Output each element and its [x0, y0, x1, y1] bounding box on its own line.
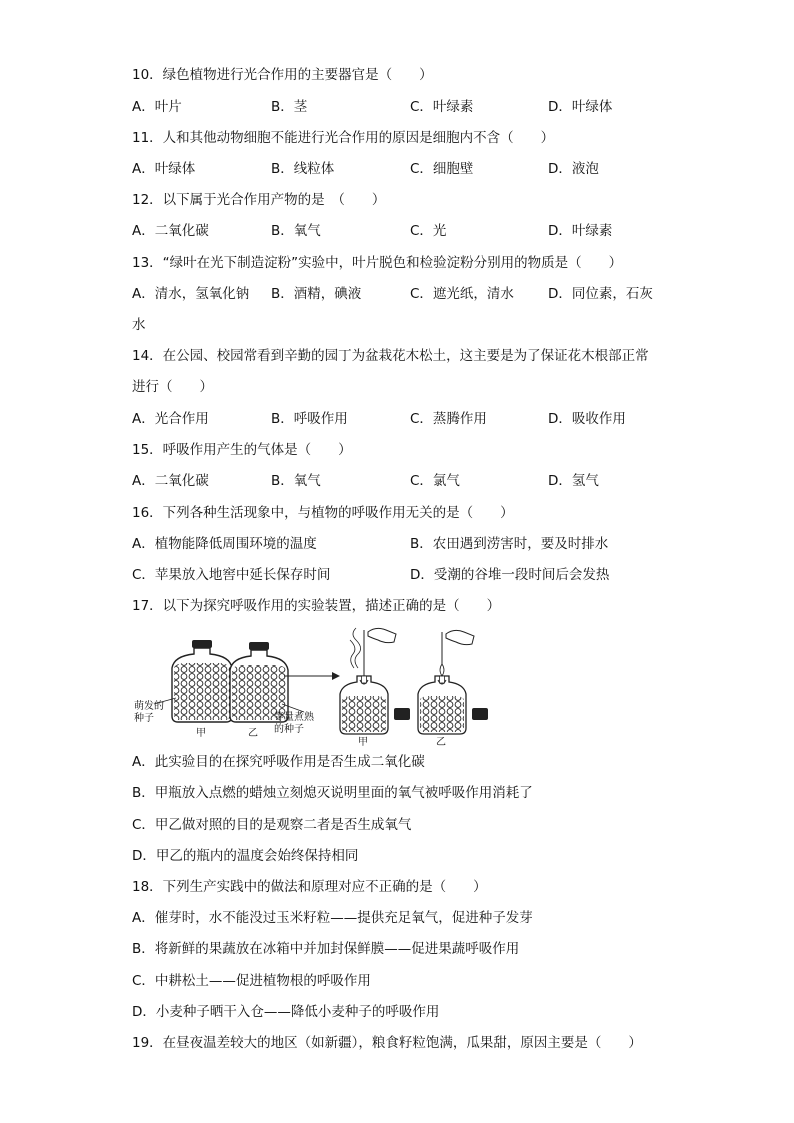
hand-icon [368, 628, 396, 642]
q14-option-b: B．呼吸作用 [271, 411, 348, 427]
question-14-stem: 14．在公园、校园常看到辛勤的园丁为盆栽花木松土，这主要是为了保证花木根部正常 [132, 348, 649, 364]
q12-option-d: D．叶绿素 [548, 223, 613, 239]
hand-icon-2 [446, 630, 474, 644]
label-boiled-seeds-2: 的种子 [274, 724, 304, 735]
q18-option-b: B．将新鲜的果蔬放在冰箱中并加封保鲜膜——促进果蔬呼吸作用 [132, 941, 520, 957]
jar-jia-open [340, 628, 410, 734]
q12-option-a: A．二氧化碳 [132, 223, 209, 239]
q18-option-c: C．中耕松土——促进植物根的呼吸作用 [132, 973, 371, 989]
q16-option-a: A．植物能降低周围环境的温度 [132, 536, 317, 552]
q17-option-d: D．甲乙的瓶内的温度会始终保持相同 [132, 848, 359, 864]
q12-option-b: B．氧气 [271, 223, 321, 239]
q11-option-c: C．细胞壁 [410, 161, 474, 177]
q10-option-b: B．茎 [271, 99, 308, 115]
q17-option-b: B．甲瓶放入点燃的蜡烛立刻熄灭说明里面的氧气被呼吸作用消耗了 [132, 785, 533, 801]
q16-option-b: B．农田遇到涝害时，要及时排水 [410, 536, 609, 552]
q15-option-b: B．氧气 [271, 473, 321, 489]
question-16-stem: 16．下列各种生活现象中，与植物的呼吸作用无关的是（ ） [132, 505, 514, 521]
q14-option-c: C．蒸腾作用 [410, 411, 487, 427]
label-jia: 甲 [196, 728, 206, 739]
q15-option-c: C．氯气 [410, 473, 460, 489]
q15-option-a: A．二氧化碳 [132, 473, 209, 489]
jar-lid-jia [394, 708, 410, 720]
q17-option-c: C．甲乙做对照的目的是观察二者是否生成氧气 [132, 817, 412, 833]
jar-lid-yi [472, 708, 488, 720]
q17-option-a: A．此实验目的在探究呼吸作用是否生成二氧化碳 [132, 754, 425, 770]
q10-option-a: A．叶片 [132, 99, 182, 115]
question-13-stem: 13．“绿叶在光下制造淀粉”实验中，叶片脱色和检验淀粉分别用的物质是（ ） [132, 255, 623, 271]
experiment-diagram [132, 624, 492, 746]
candle-icon [362, 676, 367, 683]
question-12-stem: 12．以下属于光合作用产物的是 （ ） [132, 192, 386, 208]
label-yi-2: 乙 [436, 737, 446, 746]
q12-option-c: C．光 [410, 223, 447, 239]
q10-option-c: C．叶绿素 [410, 99, 474, 115]
jar-jia-sealed [172, 640, 232, 722]
question-15-stem: 15．呼吸作用产生的气体是（ ） [132, 442, 352, 458]
q13-option-a: A．清水，氢氧化钠 [132, 286, 250, 302]
q18-option-a: A．催芽时，水不能没过玉米籽粒——提供充足氧气，促进种子发芽 [132, 910, 533, 926]
q13-option-d: D．同位素，石灰 [548, 286, 653, 302]
q10-option-d: D．叶绿体 [548, 99, 613, 115]
q16-option-c: C．苹果放入地窖中延长保存时间 [132, 567, 331, 583]
jar-yi-open [418, 630, 488, 734]
q16-option-d: D．受潮的谷堆一段时间后会发热 [410, 567, 610, 583]
label-sprouted-seeds-1: 萌发的 [134, 701, 164, 712]
q13-option-c: C．遮光纸，清水 [410, 286, 514, 302]
q11-option-a: A．叶绿体 [132, 161, 196, 177]
respiration-experiment-figure [132, 624, 492, 746]
label-sprouted-seeds-2: 种子 [134, 713, 154, 724]
q14-option-a: A．光合作用 [132, 411, 209, 427]
label-boiled-seeds-1: 等量煮熟 [274, 712, 314, 723]
q11-option-d: D．液泡 [548, 161, 599, 177]
candle-icon-2 [440, 676, 445, 683]
smoke-icon [353, 628, 361, 668]
q15-option-d: D．氢气 [548, 473, 599, 489]
question-17-stem: 17．以下为探究呼吸作用的实验装置，描述正确的是（ ） [132, 598, 501, 614]
q13-option-b: B．酒精，碘液 [271, 286, 362, 302]
q13-option-d-wrap: 水 [132, 317, 146, 333]
question-14-stem-cont: 进行（ ） [132, 379, 213, 395]
label-jia-2: 甲 [358, 737, 368, 746]
question-10-stem: 10．绿色植物进行光合作用的主要器官是（ ） [132, 67, 433, 83]
q14-option-d: D．吸收作用 [548, 411, 626, 427]
q18-option-d: D．小麦种子晒干入仓——降低小麦种子的呼吸作用 [132, 1004, 440, 1020]
q11-option-b: B．线粒体 [271, 161, 335, 177]
label-yi: 乙 [248, 728, 258, 739]
question-18-stem: 18．下列生产实践中的做法和原理对应不正确的是（ ） [132, 879, 487, 895]
question-19-stem: 19．在昼夜温差较大的地区（如新疆），粮食籽粒饱满，瓜果甜，原因主要是（ ） [132, 1035, 642, 1051]
jar-yi-sealed [230, 642, 288, 722]
flame-icon [440, 664, 444, 676]
arrow-head-icon [332, 672, 340, 680]
question-11-stem: 11．人和其他动物细胞不能进行光合作用的原因是细胞内不含（ ） [132, 130, 555, 146]
